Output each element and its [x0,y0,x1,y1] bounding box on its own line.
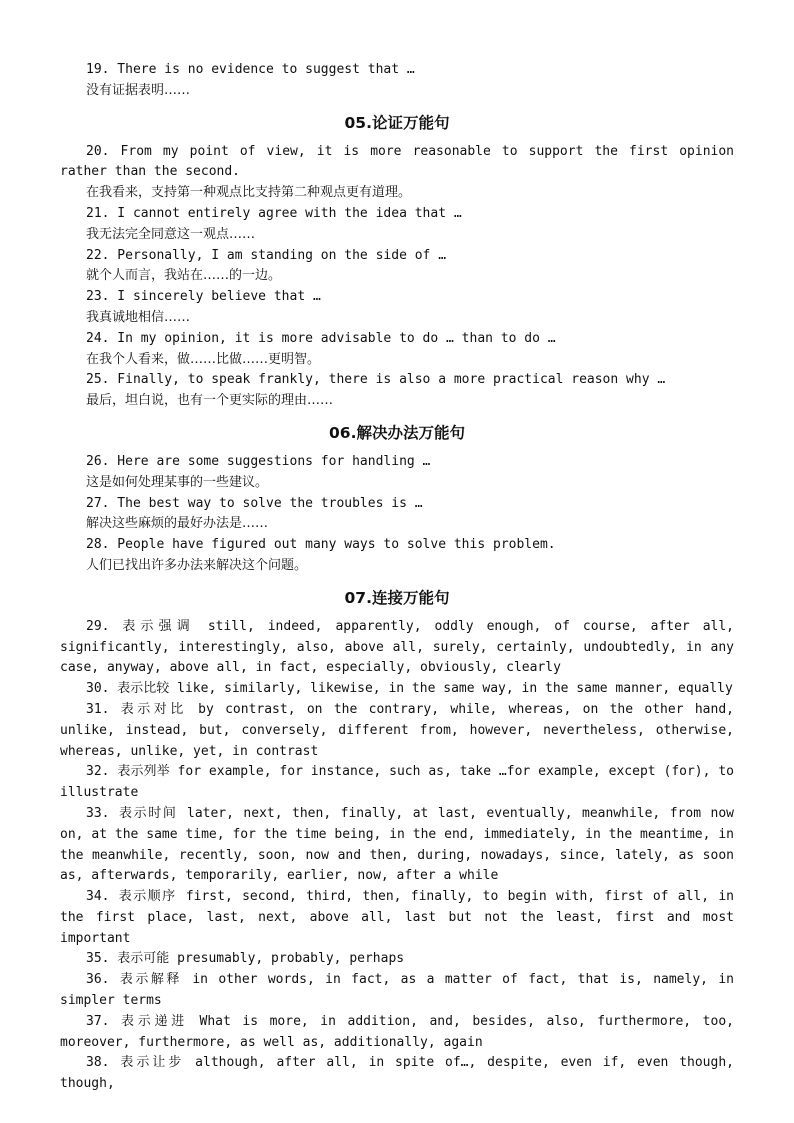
sentence-zh: 这是如何处理某事的一些建议。 [86,474,269,490]
connective-item: 37. 表示递进 What is more, in addition, and, besides, also, furthermore, too, moreover, furthermore, as well as, additionally, again [60,1013,734,1050]
top-items [60,60,734,102]
sentence-zh: 没有证据表明…… [86,82,191,98]
sentence-zh: 解决这些麻烦的最好办法是…… [86,516,269,532]
connective-item: 30. 表示比较 like, similarly, likewise, in the same way, in the same manner, equally [86,681,733,697]
connective-item: 31. 表示对比 by contrast, on the contrary, while, whereas, on the other hand, unlike, instead, but, conversely, different from, however, nevertheless, otherwise, whereas, unlike, yet, in contrast [60,701,734,759]
connective-item: 29. 表示强调 still, indeed, apparently, oddly enough, of course, after all, significantly, interestingly, also, above all, surely, certainly, undoubtedly, in any case, anyway, above all, in fact, especially, obviously, clearly [60,618,734,676]
sentence-en: 27. The best way to solve the troubles is … [86,495,423,511]
connective-item: 38. 表示让步 although, after all, in spite of…, despite, even if, even though, though, [60,1055,734,1092]
sentence-en: 26. Here are some suggestions for handling … [86,453,431,469]
sentence-zh: 我无法完全同意这一观点…… [86,226,256,242]
section-argument [60,112,734,412]
sentence-zh: 人们已找出许多办法来解决这个问题。 [86,557,308,573]
connective-item: 32. 表示列举 for example, for instance, such as, take …for example, except (for), to illustrate [60,764,734,801]
section-heading: 06.解决办法万能句 [329,423,465,442]
sentence-zh: 在我看来，支持第一种观点比支持第二种观点更有道理。 [86,185,412,201]
document-page [60,60,734,1095]
sentence-en: 28. People have figured out many ways to solve this problem. [86,537,556,553]
section-heading: 07.连接万能句 [344,588,450,607]
sentence-zh: 在我个人看来，做……比做……更明智。 [86,351,321,367]
sentence-en: 24. In my opinion, it is more advisable to do … than to do … [86,330,556,346]
sentence-en: 20. From my point of view, it is more reasonable to support the first opinion rather than the second. [60,143,734,180]
section-solutions [60,422,734,577]
section-heading: 05.论证万能句 [344,113,450,132]
connective-item: 33. 表示时间 later, next, then, finally, at last, eventually, meanwhile, from now on, at the same time, for the time being, in the end, immediately, in the meantime, in the meanwhile, recently, soon, now and then, during, nowadays, since, lately, as soon as, afterwards, temporarily, earlier, now, after a while [60,805,734,884]
sentence-zh: 就个人而言，我站在……的一边。 [86,268,282,284]
connective-item: 35. 表示可能 presumably, probably, perhaps [86,951,405,967]
sentence-zh: 最后，坦白说，也有一个更实际的理由…… [86,393,334,409]
section-connectives [60,587,734,1095]
sentence-zh: 我真诚地相信…… [86,309,191,325]
sentence-en: 23. I sincerely believe that … [86,289,321,305]
sentence-en: 25. Finally, to speak frankly, there is also a more practical reason why … [86,372,666,388]
sentence-en: 22. Personally, I am standing on the side of … [86,247,447,263]
connective-item: 36. 表示解释 in other words, in fact, as a matter of fact, that is, namely, in simpler terms [60,972,734,1009]
connective-item: 34. 表示顺序 first, second, third, then, finally, to begin with, first of all, in the first place, last, next, above all, last but not the least, first and most important [60,889,734,946]
sentence-en: 21. I cannot entirely agree with the idea that … [86,205,462,221]
sentence-en: 19. There is no evidence to suggest that … [86,62,415,77]
